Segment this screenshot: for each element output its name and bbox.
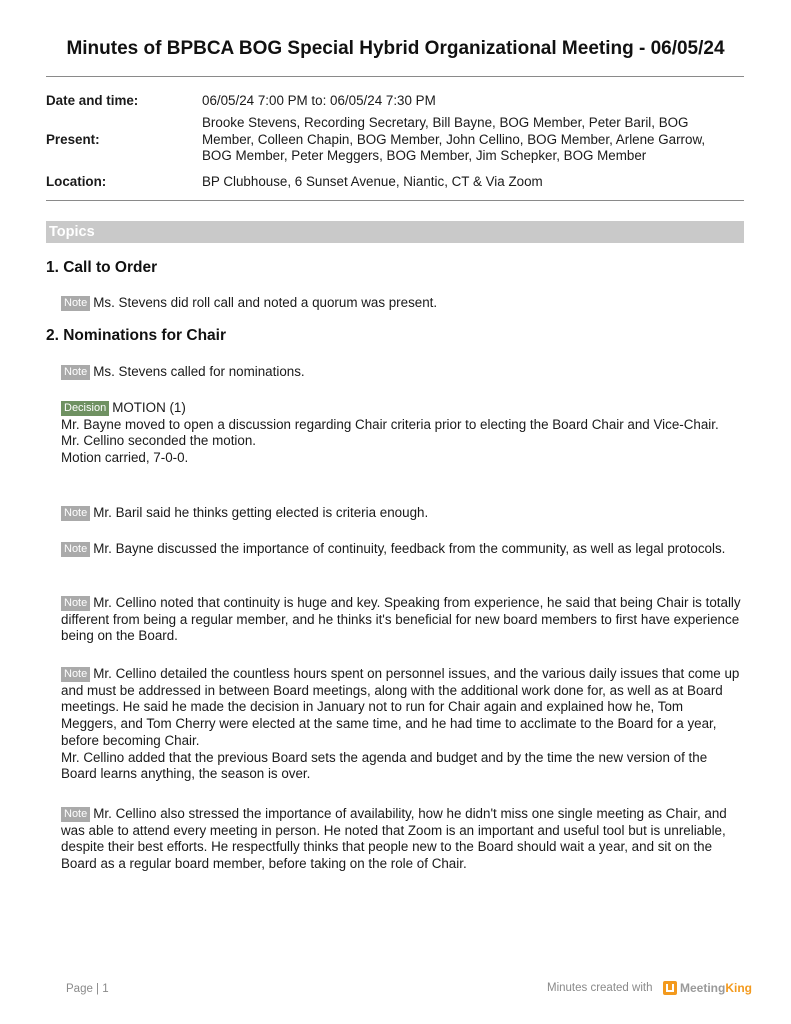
present-value: Brooke Stevens, Recording Secretary, Bill Bayne, BOG Member, Peter Baril, BOG Member, Colleen Chapin, BOG Member, John Cellino, BOG Member, Arlene Garrow, BOG Member, Peter Meggers, BOG Member, Jim Schepker, BOG Member bbox=[202, 115, 706, 163]
section-heading: 2. Nominations for Chair bbox=[46, 327, 226, 344]
note-tag: Note bbox=[61, 296, 90, 311]
note-item bbox=[61, 806, 741, 873]
decision-tag: Decision bbox=[61, 401, 109, 416]
decision-item bbox=[61, 400, 741, 467]
note-item bbox=[61, 541, 741, 558]
note-item bbox=[61, 505, 741, 522]
meetingking-wordmark: MeetingKing bbox=[680, 981, 753, 995]
location-label: Location: bbox=[46, 174, 107, 189]
note-tag: Note bbox=[61, 667, 90, 682]
location-value: BP Clubhouse, 6 Sunset Avenue, Niantic, CT & Via Zoom bbox=[202, 174, 543, 189]
note-text: Mr. Cellino noted that continuity is huge and key. Speaking from experience, he said that being Chair is totally different from being a regular member, and he thinks it's beneficial for new board members to first have experience being on the Board. bbox=[61, 595, 741, 644]
note-item bbox=[61, 666, 741, 783]
present-label: Present: bbox=[46, 132, 100, 147]
motion-result: Motion carried, 7-0-0. bbox=[61, 450, 189, 466]
note-tag: Note bbox=[61, 506, 90, 521]
date-label: Date and time: bbox=[46, 93, 139, 108]
note-tag: Note bbox=[61, 365, 90, 380]
page-number: Page | 1 bbox=[66, 983, 109, 995]
header-divider bbox=[46, 76, 744, 77]
note-continuation: Mr. Cellino added that the previous Board sets the agenda and budget and by the time the new version of the Board learns anything, the season is over. bbox=[61, 749, 708, 782]
motion-second: Mr. Cellino seconded the motion. bbox=[61, 433, 257, 449]
note-item bbox=[61, 595, 741, 645]
note-item bbox=[61, 295, 741, 312]
note-text: Mr. Bayne discussed the importance of continuity, feedback from the community, as well as legal protocols. bbox=[93, 541, 726, 556]
note-text: Mr. Baril said he thinks getting elected is criteria enough. bbox=[93, 505, 429, 520]
meetingking-logo bbox=[663, 981, 752, 995]
note-text: Ms. Stevens called for nominations. bbox=[93, 364, 305, 379]
motion-text: Mr. Bayne moved to open a discussion regarding Chair criteria prior to electing the Board Chair and Vice-Chair. bbox=[61, 416, 719, 432]
note-tag: Note bbox=[61, 807, 90, 822]
note-tag: Note bbox=[61, 596, 90, 611]
note-item bbox=[61, 364, 741, 381]
document-title: Minutes of BPBCA BOG Special Hybrid Organizational Meeting - 06/05/24 bbox=[66, 38, 725, 59]
meetingking-logo-icon bbox=[663, 981, 677, 995]
note-tag: Note bbox=[61, 542, 90, 557]
note-text: Ms. Stevens did roll call and noted a quorum was present. bbox=[93, 295, 438, 310]
topics-header: Topics bbox=[46, 221, 744, 243]
section-heading: 1. Call to Order bbox=[46, 259, 158, 276]
motion-title: MOTION (1) bbox=[112, 400, 186, 415]
meta-divider bbox=[46, 200, 744, 201]
note-text: Mr. Cellino also stressed the importance of availability, how he didn't miss one single meeting as Chair, and was able to attend every meeting in person. He noted that Zoom is an important and useful tool but is unreliable, despite their best efforts. He respectfully thinks that people new to the Board should wait a year, and sit on the Board as a regular board member, before taking on the role of Chair. bbox=[61, 806, 727, 872]
note-text: Mr. Cellino detailed the countless hours spent on personnel issues, and the various daily issues that come up and must be addressed in between Board meetings, along with the additional work done for, as well as at Board meetings. He said he made the decision in January not to run for Chair again and explained how he, Tom Meggers, and Tom Cherry were elected at the same time, and he had time to acclimate to the Board for a year, before becoming Chair. bbox=[61, 666, 740, 748]
created-with-label: Minutes created with bbox=[547, 982, 653, 994]
date-value: 06/05/24 7:00 PM to: 06/05/24 7:30 PM bbox=[202, 93, 436, 108]
